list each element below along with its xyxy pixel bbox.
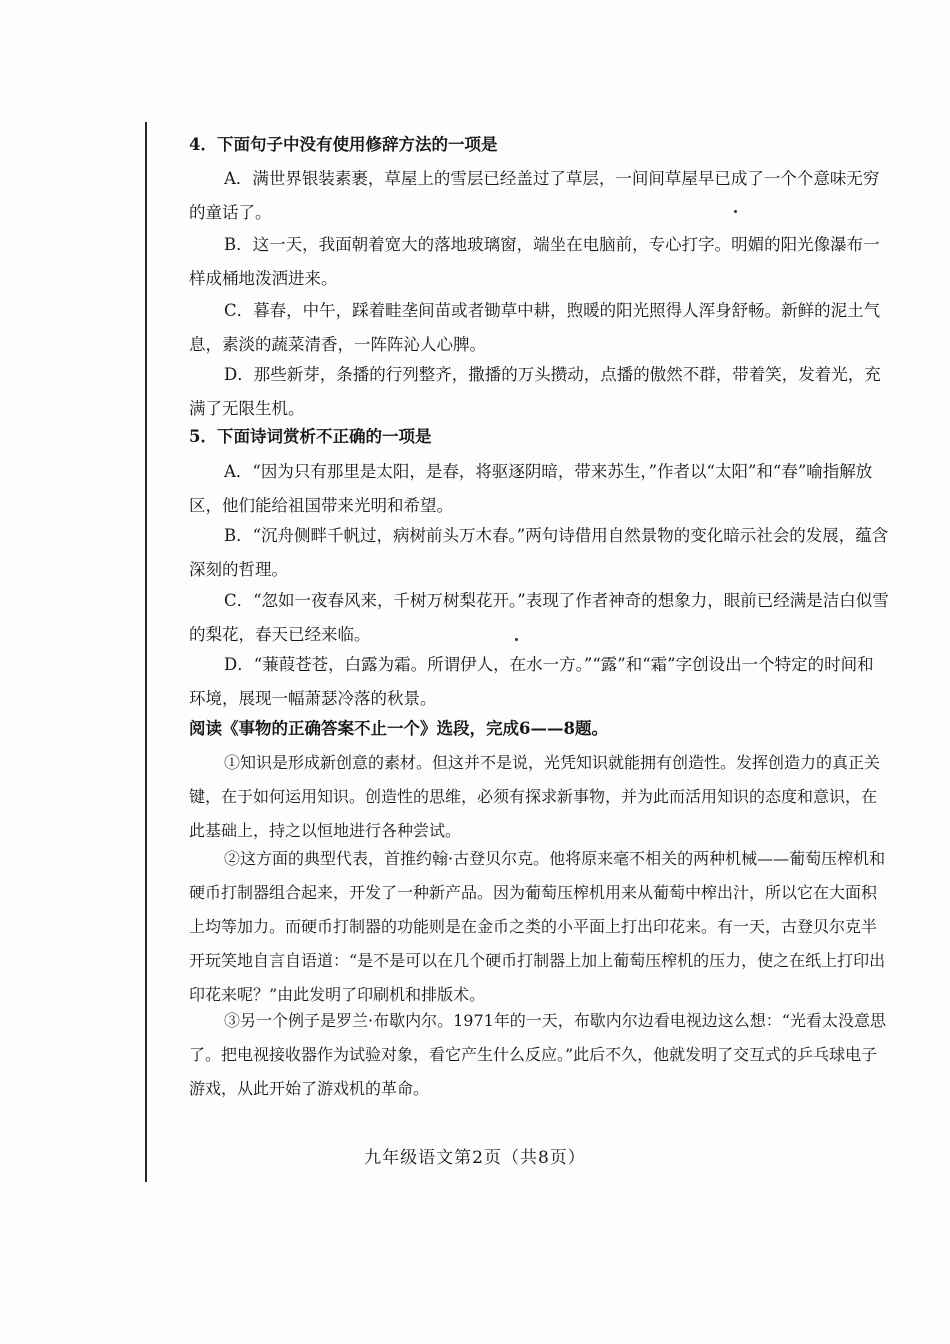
question-5-stem: 5．下面诗词赏析不正确的一项是 (189, 427, 432, 446)
reading-intro: 阅读《事物的正确答案不止一个》选段，完成6——8题。 (189, 719, 608, 738)
passage-paragraph-1: ①知识是形成新创意的素材。但这并不是说，光凭知识就能拥有创造性。发挥创造力的真正关键，在于如何运用知识。创造性的思维，必须有探求新事物，并为此而活用知识的态度和意识，在此基础上，持之以恒地进行各种尝试。 (189, 753, 881, 840)
question-4-option-a: A．满世界银装素裹，草屋上的雪层已经盖过了草层，一间间草屋早已成了一个个意味无穷的童话了。 (189, 169, 880, 222)
question-5-option-b: B．“沉舟侧畔千帆过，病树前头万木春。”两句诗借用自然景物的变化暗示社会的发展，蕴含深刻的哲理。 (189, 526, 889, 579)
scan-speck (734, 210, 737, 213)
question-4-option-c: C．暮春，中午，踩着畦垄间苗或者锄草中耕，煦暖的阳光照得人浑身舒畅。新鲜的泥土气息，素淡的蔬菜清香，一阵阵沁人心脾。 (189, 301, 881, 354)
question-5-option-d: D．“蒹葭苍苍，白露为霜。所谓伊人，在水一方。”“露”和“霜”字创设出一个特定的时间和环境，展现一幅萧瑟冷落的秋景。 (189, 655, 874, 708)
passage-paragraph-3: ③另一个例子是罗兰·布歇内尔。1971年的一天，布歇内尔边看电视边这么想：“光看太没意思了。把电视接收器作为试验对象，看它产生什么反应。”此后不久，他就发明了交互式的乒乓球电子游戏，从此开始了游戏机的革命。 (189, 1011, 886, 1098)
page-footer: 九年级语文第2页（共8页） (364, 1148, 586, 1168)
question-4-stem: 4．下面句子中没有使用修辞方法的一项是 (189, 135, 498, 154)
question-4-option-b: B．这一天，我面朝着宽大的落地玻璃窗，端坐在电脑前，专心打字。明媚的阳光像瀑布一样成桶地泼洒进来。 (189, 235, 880, 288)
passage-paragraph-2: ②这方面的典型代表，首推约翰·古登贝尔克。他将原来毫不相关的两种机械——葡萄压榨机和硬币打制器组合起来，开发了一种新产品。因为葡萄压榨机用来从葡萄中榨出汁，所以它在大面积上均等加力。而硬币打制器的功能则是在金币之类的小平面上打出印花来。有一天，古登贝尔克半开玩笑地自言自语道：“是不是可以在几个硬币打制器上加上葡萄压榨机的压力，使之在纸上打印出印花来呢？”由此发明了印刷机和排版术。 (189, 849, 886, 1004)
binding-margin-line (145, 122, 147, 1182)
scan-speck (515, 638, 518, 641)
question-5-option-a: A．“因为只有那里是太阳，是春，将驱逐阴暗，带来苏生，”作者以“太阳”和“春”喻指解放区，他们能给祖国带来光明和希望。 (189, 462, 873, 515)
question-4-option-d: D．那些新芽，条播的行列整齐，撒播的万头攒动，点播的傲然不群，带着笑，发着光，充满了无限生机。 (189, 365, 881, 418)
question-5-option-c: C．“忽如一夜春风来，千树万树梨花开。”表现了作者神奇的想象力，眼前已经满是洁白似雪的梨花，春天已经来临。 (189, 591, 889, 644)
